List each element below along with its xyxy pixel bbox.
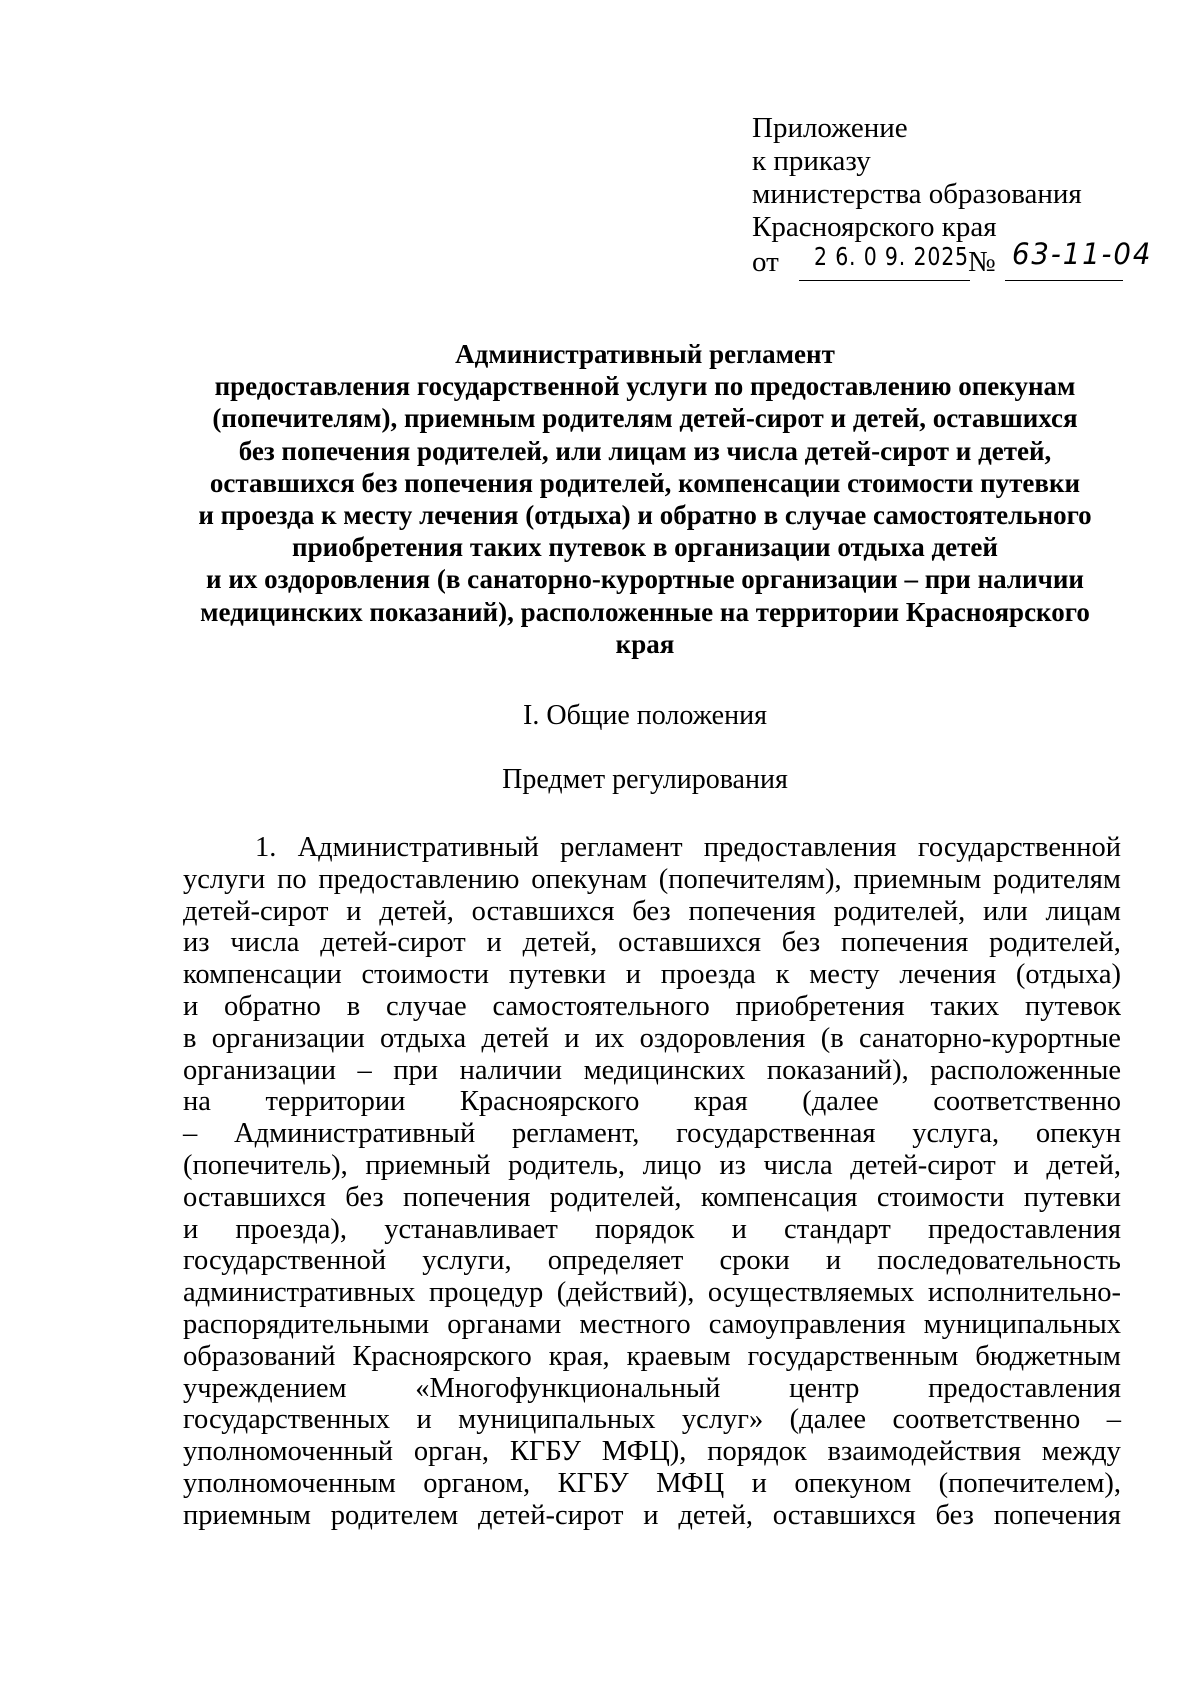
paragraph-word: края (693, 1086, 748, 1118)
paragraph-word: и (625, 959, 642, 991)
paragraph-word: путевок (1025, 990, 1121, 1022)
paragraph-word: обратно (224, 990, 321, 1022)
paragraph-word: и (751, 1467, 767, 1499)
paragraph-word: и (825, 1245, 842, 1277)
paragraph-word: приемный (365, 1149, 491, 1181)
paragraph-word: опекуном (794, 1467, 912, 1499)
paragraph-word: лечения (899, 959, 997, 991)
paragraph-word: лицам (1045, 895, 1121, 927)
appendix-line: министерства образования (752, 178, 1082, 210)
paragraph-word: территории (265, 1086, 406, 1118)
paragraph-word: осуществляемых (707, 1277, 915, 1309)
paragraph-word: наличии (459, 1054, 563, 1086)
appendix-line: Приложение (752, 112, 908, 144)
paragraph-word: или (983, 895, 1028, 927)
paragraph-word: бюджетным (975, 1340, 1121, 1372)
title-line: и их оздоровления (в санаторно-курортные организации – при наличии (206, 564, 1084, 595)
paragraph-word: попечения (403, 1181, 531, 1213)
date-prefix: от (752, 246, 779, 278)
paragraph-word: расположенные (930, 1054, 1121, 1086)
paragraph-word: (в (820, 1022, 844, 1054)
paragraph-word: детей, (1046, 1149, 1121, 1181)
paragraph-line (183, 1023, 1121, 1055)
paragraph-word: оставшихся (772, 1499, 916, 1531)
paragraph-word: санаторно-курортные (858, 1022, 1121, 1054)
paragraph-word: услуги, (422, 1245, 512, 1277)
paragraph-word: и (346, 895, 362, 927)
paragraph-word: детей, (379, 895, 454, 927)
paragraph-line (183, 1245, 1121, 1277)
paragraph-word: муниципальных (923, 1308, 1121, 1340)
paragraph-word: на (183, 1086, 211, 1118)
paragraph-word: края, (548, 1340, 610, 1372)
paragraph-word: родитель, (508, 1149, 626, 1181)
paragraph-word: (далее (802, 1086, 879, 1118)
paragraph-word: числа (230, 927, 300, 959)
paragraph-word: компенсации (183, 959, 342, 991)
paragraph-word: государственным (747, 1340, 959, 1372)
paragraph-word: родителем (330, 1499, 459, 1531)
paragraph-word: без (632, 895, 671, 927)
document-title (170, 338, 1120, 660)
appendix-line: к приказу (752, 145, 871, 177)
paragraph-word: компенсация (700, 1181, 858, 1213)
paragraph-word: путевки (508, 959, 606, 991)
paragraph-word: (отдыха) (1015, 959, 1121, 991)
appendix-block (752, 112, 1153, 284)
paragraph-word: порядок (707, 1436, 807, 1468)
date-underline (799, 280, 970, 281)
paragraph-word: государственных (183, 1404, 391, 1436)
paragraph-word: и (416, 1404, 432, 1436)
paragraph-line (183, 1055, 1121, 1087)
paragraph-word: путевки (1023, 1181, 1121, 1213)
paragraph-word: КГБУ (557, 1467, 629, 1499)
paragraph-word: учреждением (183, 1372, 347, 1404)
paragraph-word: краевым (626, 1340, 731, 1372)
appendix-line: Красноярского края (752, 211, 997, 243)
paragraph-word: и (1013, 1149, 1029, 1181)
title-line: Административный регламент (455, 339, 835, 369)
paragraph-word: государственная (676, 1118, 876, 1150)
order-date-row (752, 237, 1153, 284)
paragraph-word: оздоровления (639, 1022, 806, 1054)
paragraph-word: предоставления (703, 832, 897, 863)
paragraph-word: попечения (688, 895, 816, 927)
paragraph-word: детей (481, 1022, 549, 1054)
paragraph-word: – (183, 1118, 198, 1150)
paragraph-word: медицинских (583, 1054, 746, 1086)
paragraph-word: стоимости (361, 959, 490, 991)
paragraph-line (183, 1277, 1121, 1309)
title-line: и проезда к месту лечения (отдыха) и обратно в случае самостоятельного (198, 500, 1092, 531)
paragraph-word: при (393, 1054, 439, 1086)
paragraph-word: (попечителем), (938, 1467, 1121, 1499)
paragraph-word: МФЦ), (601, 1436, 687, 1468)
number-sign: № (968, 246, 996, 278)
paragraph-word: – (357, 1054, 372, 1086)
paragraph-word: Административный (233, 1118, 476, 1150)
paragraph-word: случае (385, 990, 467, 1022)
paragraph-word: и (643, 1499, 659, 1531)
paragraph-word: КГБУ (509, 1436, 581, 1468)
title-line: (попечителям), приемным родителям детей-сирот и детей, оставшихся (212, 403, 1078, 434)
paragraph-line (183, 1118, 1121, 1150)
paragraph-word: предоставления (928, 1213, 1121, 1245)
paragraph-line (183, 1436, 1121, 1468)
paragraph-word: (попечителям), (658, 863, 842, 895)
paragraph-word: самоуправления (708, 1308, 906, 1340)
title-line: предоставления государственной услуги по предоставлению опекунам (214, 371, 1076, 402)
paragraph-line (183, 896, 1121, 928)
paragraph-word: по (277, 863, 307, 895)
paragraph-word: предоставлению (318, 863, 520, 895)
paragraph-word: уполномоченный (183, 1436, 393, 1468)
title-line: оставшихся без попечения родителей, компенсации стоимости путевки (209, 467, 1081, 498)
paragraph-word: оставшихся (471, 895, 615, 927)
paragraph-word: и (486, 927, 502, 959)
paragraph-word: регламент (560, 832, 683, 863)
paragraph-word: и (564, 1022, 580, 1054)
paragraph-word: регламент, (512, 1118, 640, 1150)
paragraph-word: детей, (522, 927, 598, 959)
title-line: края (615, 628, 675, 659)
paragraph-word: (попечитель), (183, 1149, 348, 1181)
paragraph-word: опекун (1035, 1118, 1121, 1150)
paragraph-word: предоставления (928, 1372, 1121, 1404)
paragraph-word: устанавливает (384, 1213, 558, 1245)
paragraph-word: родителям (993, 863, 1121, 895)
paragraph-line (183, 832, 1121, 864)
paragraph-word: детей-сирот (850, 1149, 996, 1181)
subsection-heading: Предмет регулирования (502, 764, 788, 795)
paragraph-word: центр (789, 1372, 860, 1404)
paragraph-word: Красноярского (459, 1086, 640, 1118)
paragraph-line (183, 1500, 1121, 1532)
paragraph-line (183, 1150, 1121, 1182)
paragraph-word: распорядительными (183, 1308, 430, 1340)
paragraph-line (183, 1341, 1121, 1373)
paragraph-word: местного (579, 1308, 691, 1340)
paragraph-word: месту (809, 959, 880, 991)
paragraph-word: органами (447, 1308, 562, 1340)
paragraph-word: организации (183, 1054, 337, 1086)
number-underline (1005, 280, 1123, 281)
paragraph-word: соответственно (933, 1086, 1121, 1118)
paragraph-word: детей-сирот (477, 1499, 624, 1531)
title-line: без попечения родителей, или лицам из числа детей-сирот и детей, (238, 435, 1052, 466)
paragraph-word: уполномоченным (183, 1467, 396, 1499)
paragraph-word: приемным (853, 863, 982, 895)
paragraph-word: услуги (183, 863, 266, 895)
paragraph-word: родителей, (833, 895, 966, 927)
paragraph-line (183, 959, 1121, 991)
paragraph-word: между (1041, 1436, 1121, 1468)
paragraph-word: административных (183, 1277, 416, 1309)
paragraph-line (183, 864, 1121, 896)
paragraph-word: проезда), (235, 1213, 348, 1245)
paragraph-word: родителей, (989, 927, 1121, 959)
title-line: медицинских показаний), расположенные на территории Красноярского (200, 596, 1090, 627)
paragraph-word: муниципальных (458, 1404, 656, 1436)
body-paragraph (183, 832, 1121, 1532)
paragraph-word: МФЦ (656, 1467, 725, 1499)
order-date: 2 6. 0 9. 2025 (814, 242, 969, 271)
paragraph-word: приемным (183, 1499, 311, 1531)
paragraph-word: организации (211, 1022, 365, 1054)
paragraph-word: детей, (678, 1499, 753, 1531)
paragraph-word: органом, (423, 1467, 531, 1499)
paragraph-word: без (345, 1181, 384, 1213)
paragraph-word: самостоятельного (492, 990, 710, 1022)
paragraph-word: детей-сирот (183, 895, 329, 927)
paragraph-word: процедур (428, 1277, 544, 1309)
paragraph-word: 1. (255, 832, 277, 863)
paragraph-word: детей-сирот (320, 927, 466, 959)
paragraph-line (183, 1214, 1121, 1246)
paragraph-word: оставшихся (618, 927, 761, 959)
paragraph-word: из (183, 927, 210, 959)
paragraph-word: исполнительно- (927, 1277, 1121, 1309)
paragraph-line (183, 991, 1121, 1023)
paragraph-word: последовательность (877, 1245, 1121, 1277)
paragraph-word: и (183, 1213, 199, 1245)
paragraph-word: порядок (595, 1213, 695, 1245)
paragraph-line (183, 1404, 1121, 1436)
paragraph-word: отдыха (380, 1022, 467, 1054)
paragraph-word: взаимодействия (827, 1436, 1021, 1468)
paragraph-word: в (346, 990, 361, 1022)
paragraph-line (183, 1182, 1121, 1214)
paragraph-word: (действий), (556, 1277, 695, 1309)
paragraph-word: Административный (297, 832, 539, 863)
paragraph-line (183, 1309, 1121, 1341)
paragraph-word: стоимости (876, 1181, 1005, 1213)
paragraph-word: приобретения (735, 990, 905, 1022)
paragraph-word: стандарт (784, 1213, 891, 1245)
paragraph-word: и (183, 990, 199, 1022)
paragraph-word: определяет (547, 1245, 684, 1277)
paragraph-word: орган, (413, 1436, 490, 1468)
paragraph-word: таких (930, 990, 1000, 1022)
paragraph-line (183, 1086, 1121, 1118)
paragraph-word: показаний), (766, 1054, 909, 1086)
paragraph-line (183, 1468, 1121, 1500)
paragraph-word: без (935, 1499, 974, 1531)
paragraph-word: в (183, 1022, 197, 1054)
paragraph-line (183, 1373, 1121, 1405)
paragraph-word: к (775, 959, 790, 991)
paragraph-word: (далее (789, 1404, 867, 1436)
paragraph-word: попечения (841, 927, 969, 959)
order-number: 63-11-04 (1012, 237, 1153, 271)
paragraph-word: числа (763, 1149, 833, 1181)
paragraph-word: из (719, 1149, 746, 1181)
paragraph-word: Красноярского (352, 1340, 532, 1372)
paragraph-word: соответственно (892, 1404, 1081, 1436)
paragraph-word: «Многофункциональный (415, 1372, 721, 1404)
paragraph-line (183, 927, 1121, 959)
paragraph-word: государственной (183, 1245, 387, 1277)
paragraph-word: сроки (719, 1245, 790, 1277)
paragraph-word: – (1106, 1404, 1121, 1436)
paragraph-word: оставшихся (183, 1181, 326, 1213)
paragraph-word: опекунам (531, 863, 648, 895)
paragraph-word: родителей, (549, 1181, 682, 1213)
paragraph-word: их (594, 1022, 625, 1054)
paragraph-word: попечения (993, 1499, 1121, 1531)
paragraph-word: государственной (917, 832, 1121, 863)
paragraph-word: без (781, 927, 821, 959)
paragraph-word: услуга, (912, 1118, 1000, 1150)
section-heading: I. Общие положения (523, 700, 767, 731)
paragraph-word: услуг» (681, 1404, 764, 1436)
paragraph-word: и (731, 1213, 747, 1245)
paragraph-word: лицо (642, 1149, 702, 1181)
paragraph-word: проезда (660, 959, 756, 991)
paragraph-word: образований (183, 1340, 336, 1372)
title-line: приобретения таких путевок в организации отдыха детей (292, 532, 998, 563)
